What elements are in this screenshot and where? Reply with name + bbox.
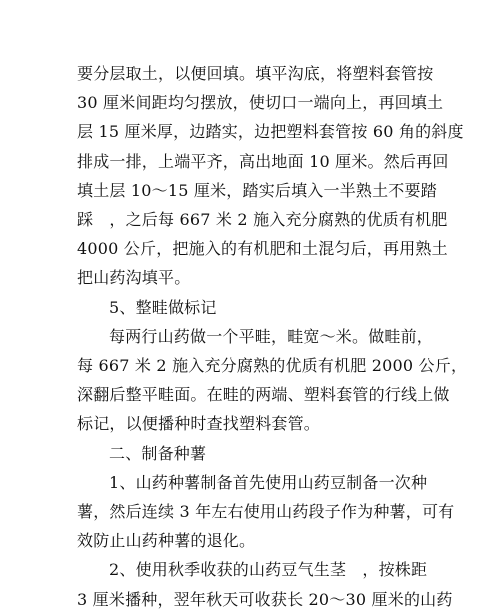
text-line: 填土层 10～15 厘米，踏实后填入一半熟土不要踏: [77, 181, 437, 200]
text-line: 4000 公斤，把施入的有机肥和土混匀后，再用熟土: [77, 239, 448, 258]
section-heading: 二、制备种薯: [109, 444, 207, 463]
text-line: 1、山药种薯制备首先使用山药豆制备一次种: [109, 473, 428, 492]
text-line: 把山药沟填平。: [77, 268, 191, 287]
text-line: 要分层取土，以便回填。填平沟底，将塑料套管按: [77, 64, 434, 83]
text-line: 薯，然后连续 3 年左右使用山药段子作为种薯，可有: [77, 502, 455, 521]
text-line: 每 667 米 2 施入充分腐熟的优质有机肥 2000 公斤，: [77, 356, 468, 375]
text-line: 效防止山药种薯的退化。: [77, 531, 256, 550]
text-line: 标记，以便播种时查找塑料套管。: [77, 414, 321, 433]
text-line: 踩 ，之后每 667 米 2 施入充分腐熟的优质有机肥: [77, 210, 448, 229]
section-heading: 5、整畦做标记: [109, 298, 217, 317]
text-line: 30 厘米间距均匀摆放，使切口一端向上，再回填土: [77, 93, 444, 112]
text-line: 2、使用秋季收获的山药豆气生茎 ，按株距: [109, 560, 428, 579]
text-line: 深翻后整平畦面。在畦的两端、塑料套管的行线上做: [77, 385, 450, 404]
text-line: 层 15 厘米厚，边踏实，边把塑料套管按 60 角的斜度: [77, 122, 464, 141]
text-line: 排成一排，上端平齐，高出地面 10 厘米。然后再回: [77, 152, 449, 171]
text-line: 每两行山药做一个平畦，畦宽～米。做畦前，: [109, 327, 434, 346]
text-line: 3 厘米播种，翌年秋天可收获长 20～30 厘米的山药: [77, 590, 453, 609]
